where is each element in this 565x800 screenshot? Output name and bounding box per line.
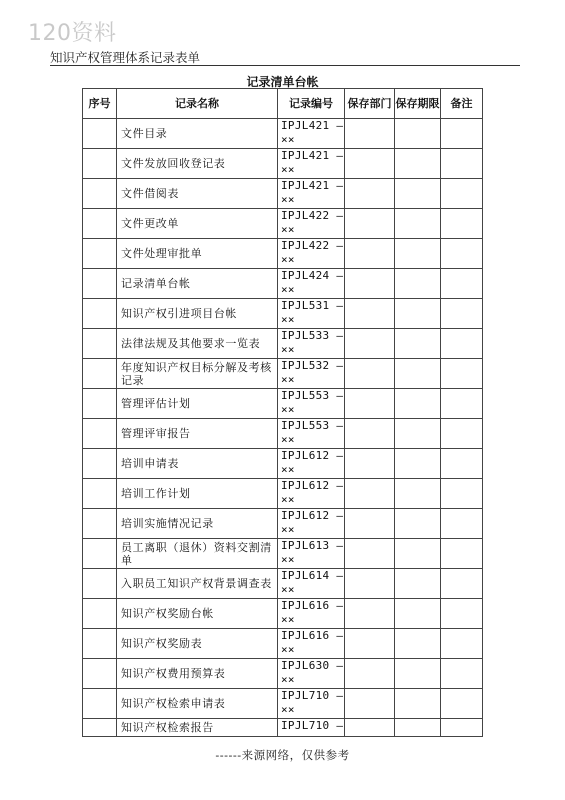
cell-record-name: 入职员工知识产权背景调查表 — [117, 569, 278, 599]
cell-record-name: 培训工作计划 — [117, 479, 278, 509]
footer-note: ------来源网络，仅供参考 — [215, 748, 350, 762]
cell-record-name: 培训实施情况记录 — [117, 509, 278, 539]
cell-index — [83, 149, 117, 179]
cell-retention — [395, 629, 441, 659]
cell-record-code: IPJL422 —×× — [278, 239, 345, 269]
table-row — [83, 719, 483, 737]
cell-retention — [395, 659, 441, 689]
cell-retention — [395, 329, 441, 359]
cell-department — [345, 689, 395, 719]
cell-department — [345, 599, 395, 629]
cell-remarks — [441, 119, 483, 149]
cell-remarks — [441, 629, 483, 659]
cell-record-code: IPJL612 —×× — [278, 509, 345, 539]
cell-department — [345, 149, 395, 179]
table-row — [83, 179, 483, 209]
header-divider — [50, 65, 520, 66]
cell-record-code: IPJL533 —×× — [278, 329, 345, 359]
cell-retention — [395, 269, 441, 299]
cell-record-code: IPJL614 —×× — [278, 569, 345, 599]
cell-retention — [395, 239, 441, 269]
cell-record-code: IPJL422 —×× — [278, 209, 345, 239]
cell-department — [345, 239, 395, 269]
cell-remarks — [441, 299, 483, 329]
cell-remarks — [441, 269, 483, 299]
cell-remarks — [441, 539, 483, 569]
cell-retention — [395, 509, 441, 539]
cell-record-name: 管理评审报告 — [117, 419, 278, 449]
cell-record-code: IPJL421 —×× — [278, 179, 345, 209]
cell-index — [83, 629, 117, 659]
cell-retention — [395, 389, 441, 419]
cell-record-name: 知识产权检索申请表 — [117, 689, 278, 719]
table-row — [83, 689, 483, 719]
table-row — [83, 599, 483, 629]
cell-department — [345, 509, 395, 539]
cell-record-code: IPJL612 —×× — [278, 449, 345, 479]
cell-index — [83, 209, 117, 239]
col-header-remarks: 备注 — [441, 89, 483, 119]
cell-index — [83, 359, 117, 389]
cell-department — [345, 569, 395, 599]
cell-retention — [395, 209, 441, 239]
table-row — [83, 239, 483, 269]
cell-retention — [395, 479, 441, 509]
col-header-code: 记录编号 — [278, 89, 345, 119]
cell-record-name: 年度知识产权目标分解及考核记录 — [117, 359, 278, 389]
table-row — [83, 509, 483, 539]
table-row — [83, 449, 483, 479]
cell-retention — [395, 359, 441, 389]
cell-index — [83, 299, 117, 329]
cell-record-name: 知识产权费用预算表 — [117, 659, 278, 689]
cell-record-code: IPJL612 —×× — [278, 479, 345, 509]
cell-department — [345, 299, 395, 329]
table-row — [83, 539, 483, 569]
cell-retention — [395, 119, 441, 149]
cell-index — [83, 119, 117, 149]
cell-index — [83, 269, 117, 299]
cell-department — [345, 269, 395, 299]
cell-record-code: IPJL613 —×× — [278, 539, 345, 569]
cell-index — [83, 449, 117, 479]
cell-index — [83, 179, 117, 209]
cell-remarks — [441, 179, 483, 209]
cell-index — [83, 419, 117, 449]
cell-retention — [395, 539, 441, 569]
cell-index — [83, 569, 117, 599]
cell-remarks — [441, 389, 483, 419]
cell-index — [83, 329, 117, 359]
cell-record-name: 员工离职（退休）资料交割清单 — [117, 539, 278, 569]
table-row — [83, 629, 483, 659]
cell-record-code: IPJL532 —×× — [278, 359, 345, 389]
cell-index — [83, 539, 117, 569]
cell-index — [83, 389, 117, 419]
cell-department — [345, 179, 395, 209]
cell-remarks — [441, 689, 483, 719]
watermark: 120资料 — [28, 21, 117, 46]
cell-department — [345, 479, 395, 509]
table-row — [83, 119, 483, 149]
cell-record-code: IPJL553 —×× — [278, 419, 345, 449]
col-header-name: 记录名称 — [117, 89, 278, 119]
cell-record-code: IPJL553 —×× — [278, 389, 345, 419]
cell-department — [345, 389, 395, 419]
cell-remarks — [441, 659, 483, 689]
cell-record-name: 文件更改单 — [117, 209, 278, 239]
cell-remarks — [441, 719, 483, 737]
cell-record-name: 知识产权奖励表 — [117, 629, 278, 659]
cell-retention — [395, 569, 441, 599]
table-row — [83, 149, 483, 179]
cell-record-name: 知识产权奖励台帐 — [117, 599, 278, 629]
table-row — [83, 329, 483, 359]
table-row — [83, 269, 483, 299]
col-header-retention: 保存期限 — [395, 89, 441, 119]
table-row — [83, 419, 483, 449]
cell-retention — [395, 719, 441, 737]
document-header: 知识产权管理体系记录表单 — [50, 50, 201, 65]
cell-remarks — [441, 329, 483, 359]
col-header-department: 保存部门 — [345, 89, 395, 119]
cell-record-name: 文件处理审批单 — [117, 239, 278, 269]
cell-record-code: IPJL421 —×× — [278, 119, 345, 149]
cell-department — [345, 419, 395, 449]
table-row — [83, 299, 483, 329]
table-row — [83, 659, 483, 689]
cell-index — [83, 599, 117, 629]
cell-retention — [395, 449, 441, 479]
cell-remarks — [441, 449, 483, 479]
table-header-row — [83, 89, 483, 119]
cell-index — [83, 509, 117, 539]
cell-record-code: IPJL421 —×× — [278, 149, 345, 179]
cell-remarks — [441, 419, 483, 449]
cell-retention — [395, 419, 441, 449]
cell-record-code: IPJL424 —×× — [278, 269, 345, 299]
cell-remarks — [441, 239, 483, 269]
cell-remarks — [441, 359, 483, 389]
cell-record-name: 知识产权检索报告 — [117, 719, 278, 737]
cell-department — [345, 209, 395, 239]
cell-department — [345, 629, 395, 659]
col-header-index: 序号 — [83, 89, 117, 119]
cell-department — [345, 659, 395, 689]
table-row — [83, 389, 483, 419]
cell-remarks — [441, 569, 483, 599]
cell-index — [83, 719, 117, 737]
cell-remarks — [441, 149, 483, 179]
cell-index — [83, 479, 117, 509]
cell-department — [345, 359, 395, 389]
cell-retention — [395, 149, 441, 179]
table-row — [83, 209, 483, 239]
table-row — [83, 569, 483, 599]
cell-index — [83, 689, 117, 719]
cell-record-name: 文件发放回收登记表 — [117, 149, 278, 179]
cell-record-code: IPJL630 —×× — [278, 659, 345, 689]
cell-record-code: IPJL616 —×× — [278, 629, 345, 659]
table-title: 记录清单台帐 — [246, 75, 319, 89]
cell-record-name: 知识产权引进项目台帐 — [117, 299, 278, 329]
cell-index — [83, 239, 117, 269]
table-body — [83, 119, 483, 737]
cell-record-name: 记录清单台帐 — [117, 269, 278, 299]
cell-department — [345, 719, 395, 737]
cell-remarks — [441, 479, 483, 509]
cell-department — [345, 539, 395, 569]
cell-record-code: IPJL531 —×× — [278, 299, 345, 329]
table-row — [83, 359, 483, 389]
cell-retention — [395, 689, 441, 719]
cell-retention — [395, 299, 441, 329]
cell-remarks — [441, 599, 483, 629]
cell-remarks — [441, 209, 483, 239]
records-table — [82, 88, 483, 737]
table-row — [83, 479, 483, 509]
cell-record-name: 文件借阅表 — [117, 179, 278, 209]
cell-retention — [395, 179, 441, 209]
cell-department — [345, 119, 395, 149]
cell-record-name: 管理评估计划 — [117, 389, 278, 419]
cell-retention — [395, 599, 441, 629]
cell-department — [345, 449, 395, 479]
cell-record-code: IPJL710 —×× — [278, 689, 345, 719]
cell-remarks — [441, 509, 483, 539]
cell-record-name: 法律法规及其他要求一览表 — [117, 329, 278, 359]
cell-record-code: IPJL710 — — [278, 719, 345, 737]
cell-record-name: 培训申请表 — [117, 449, 278, 479]
cell-record-code: IPJL616 —×× — [278, 599, 345, 629]
cell-record-name: 文件目录 — [117, 119, 278, 149]
cell-index — [83, 659, 117, 689]
cell-department — [345, 329, 395, 359]
